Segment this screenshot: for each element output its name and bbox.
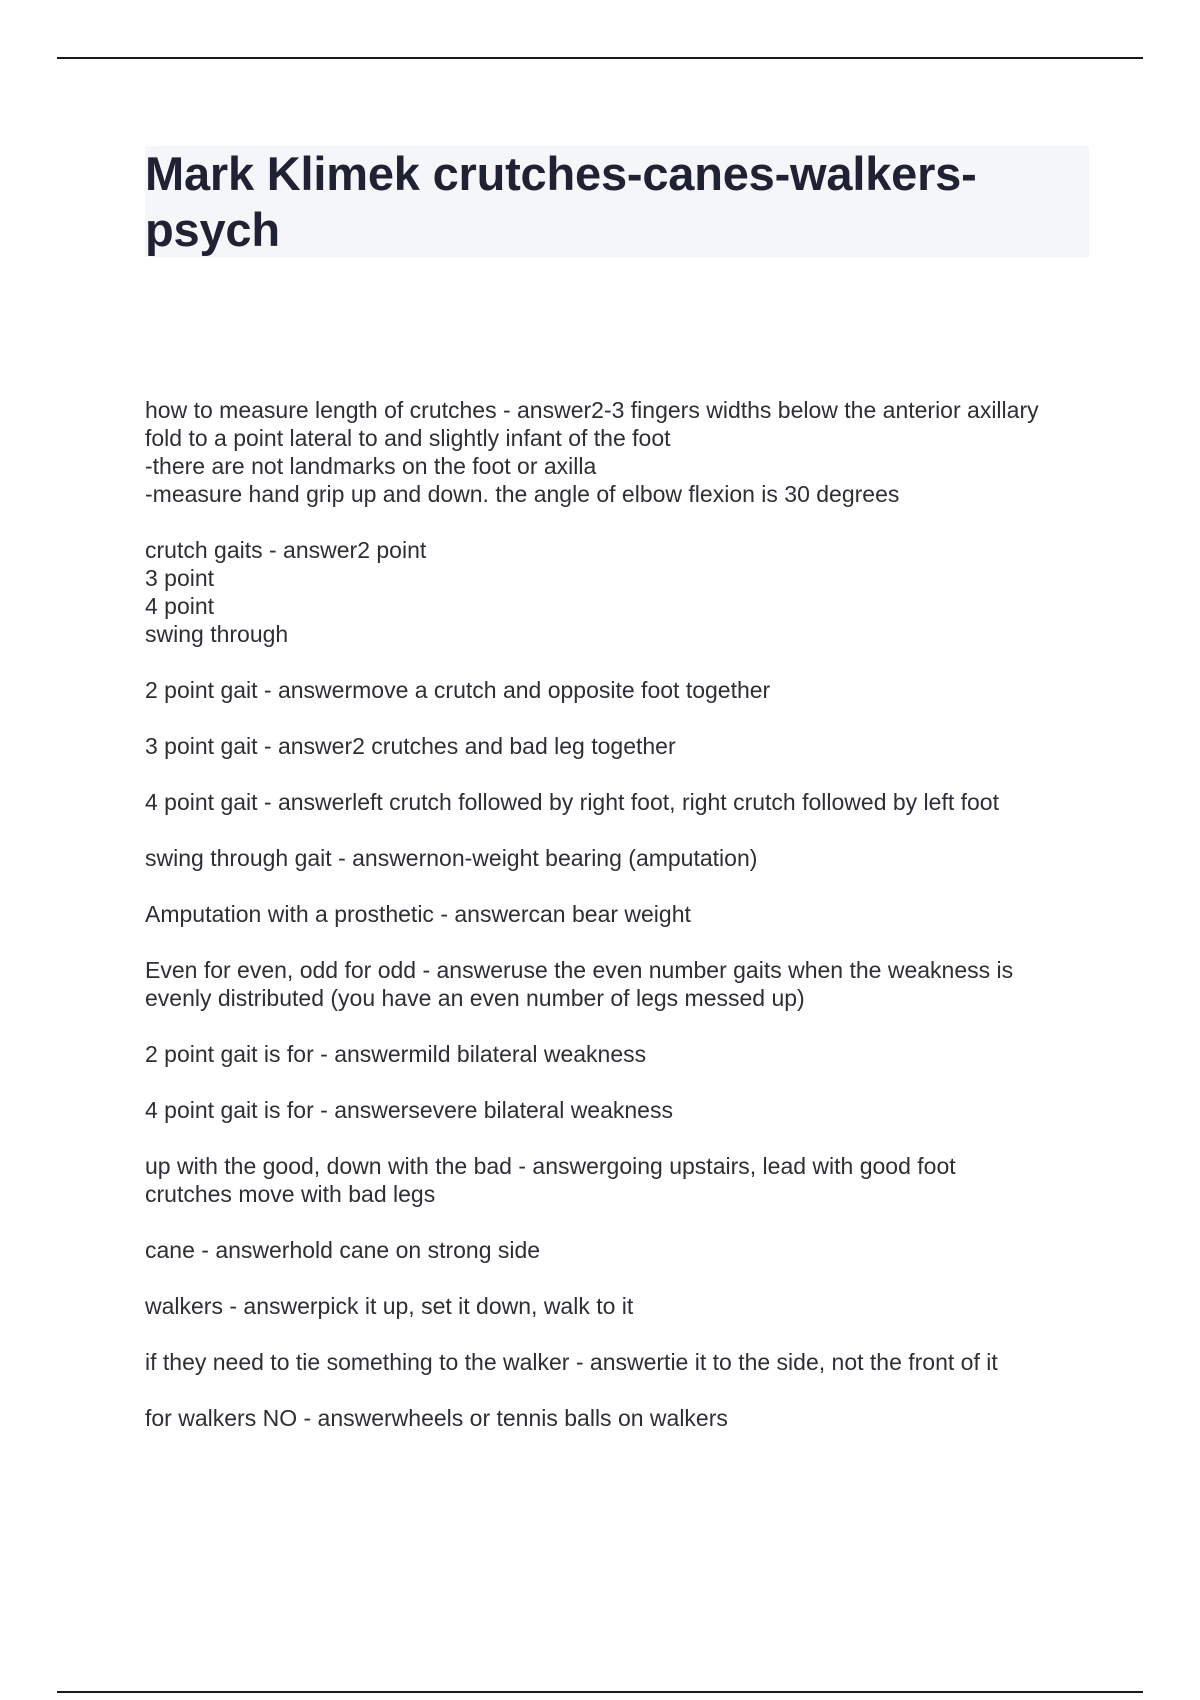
flashcard-item: Amputation with a prosthetic - answercan bear weight xyxy=(145,901,691,927)
flashcard-item: if they need to tie something to the walker - answertie it to the side, not the front of it xyxy=(145,1349,998,1375)
flashcard-item: 2 point gait is for - answermild bilateral weakness xyxy=(145,1041,647,1067)
flashcard-item: Even for even, odd for odd - answeruse the even number gaits when the weakness is evenly distributed (you have an even number of legs messed up) xyxy=(145,957,1014,1011)
flashcard-list xyxy=(145,396,1095,1460)
flashcard-item: crutch gaits - answer2 point 3 point 4 point swing through xyxy=(145,537,427,647)
flashcard-item: 3 point gait - answer2 crutches and bad leg together xyxy=(145,733,676,759)
flashcard-item: for walkers NO - answerwheels or tennis balls on walkers xyxy=(145,1405,728,1431)
bottom-rule xyxy=(57,1691,1143,1693)
page-title: Mark Klimek crutches-canes-walkers-psych xyxy=(145,147,977,256)
flashcard-item: up with the good, down with the bad - answergoing upstairs, lead with good foot crutches move with bad legs xyxy=(145,1153,956,1207)
top-rule xyxy=(57,57,1143,59)
flashcard-item: 4 point gait - answerleft crutch followed by right foot, right crutch followed by left foot xyxy=(145,789,999,815)
flashcard-item: 2 point gait - answermove a crutch and opposite foot together xyxy=(145,677,771,703)
flashcard-item: how to measure length of crutches - answer2-3 fingers widths below the anterior axillary fold to a point lateral to and slightly infant of the foot -there are not landmarks on the foot or axilla -measure hand grip up and down. the angle of elbow flexion is 30 degrees xyxy=(145,397,1039,507)
flashcard-item: swing through gait - answernon-weight bearing (amputation) xyxy=(145,845,758,871)
title-block xyxy=(145,146,1089,257)
flashcard-item: cane - answerhold cane on strong side xyxy=(145,1237,541,1263)
flashcard-item: walkers - answerpick it up, set it down, walk to it xyxy=(145,1293,634,1319)
flashcard-item: 4 point gait is for - answersevere bilateral weakness xyxy=(145,1097,673,1123)
